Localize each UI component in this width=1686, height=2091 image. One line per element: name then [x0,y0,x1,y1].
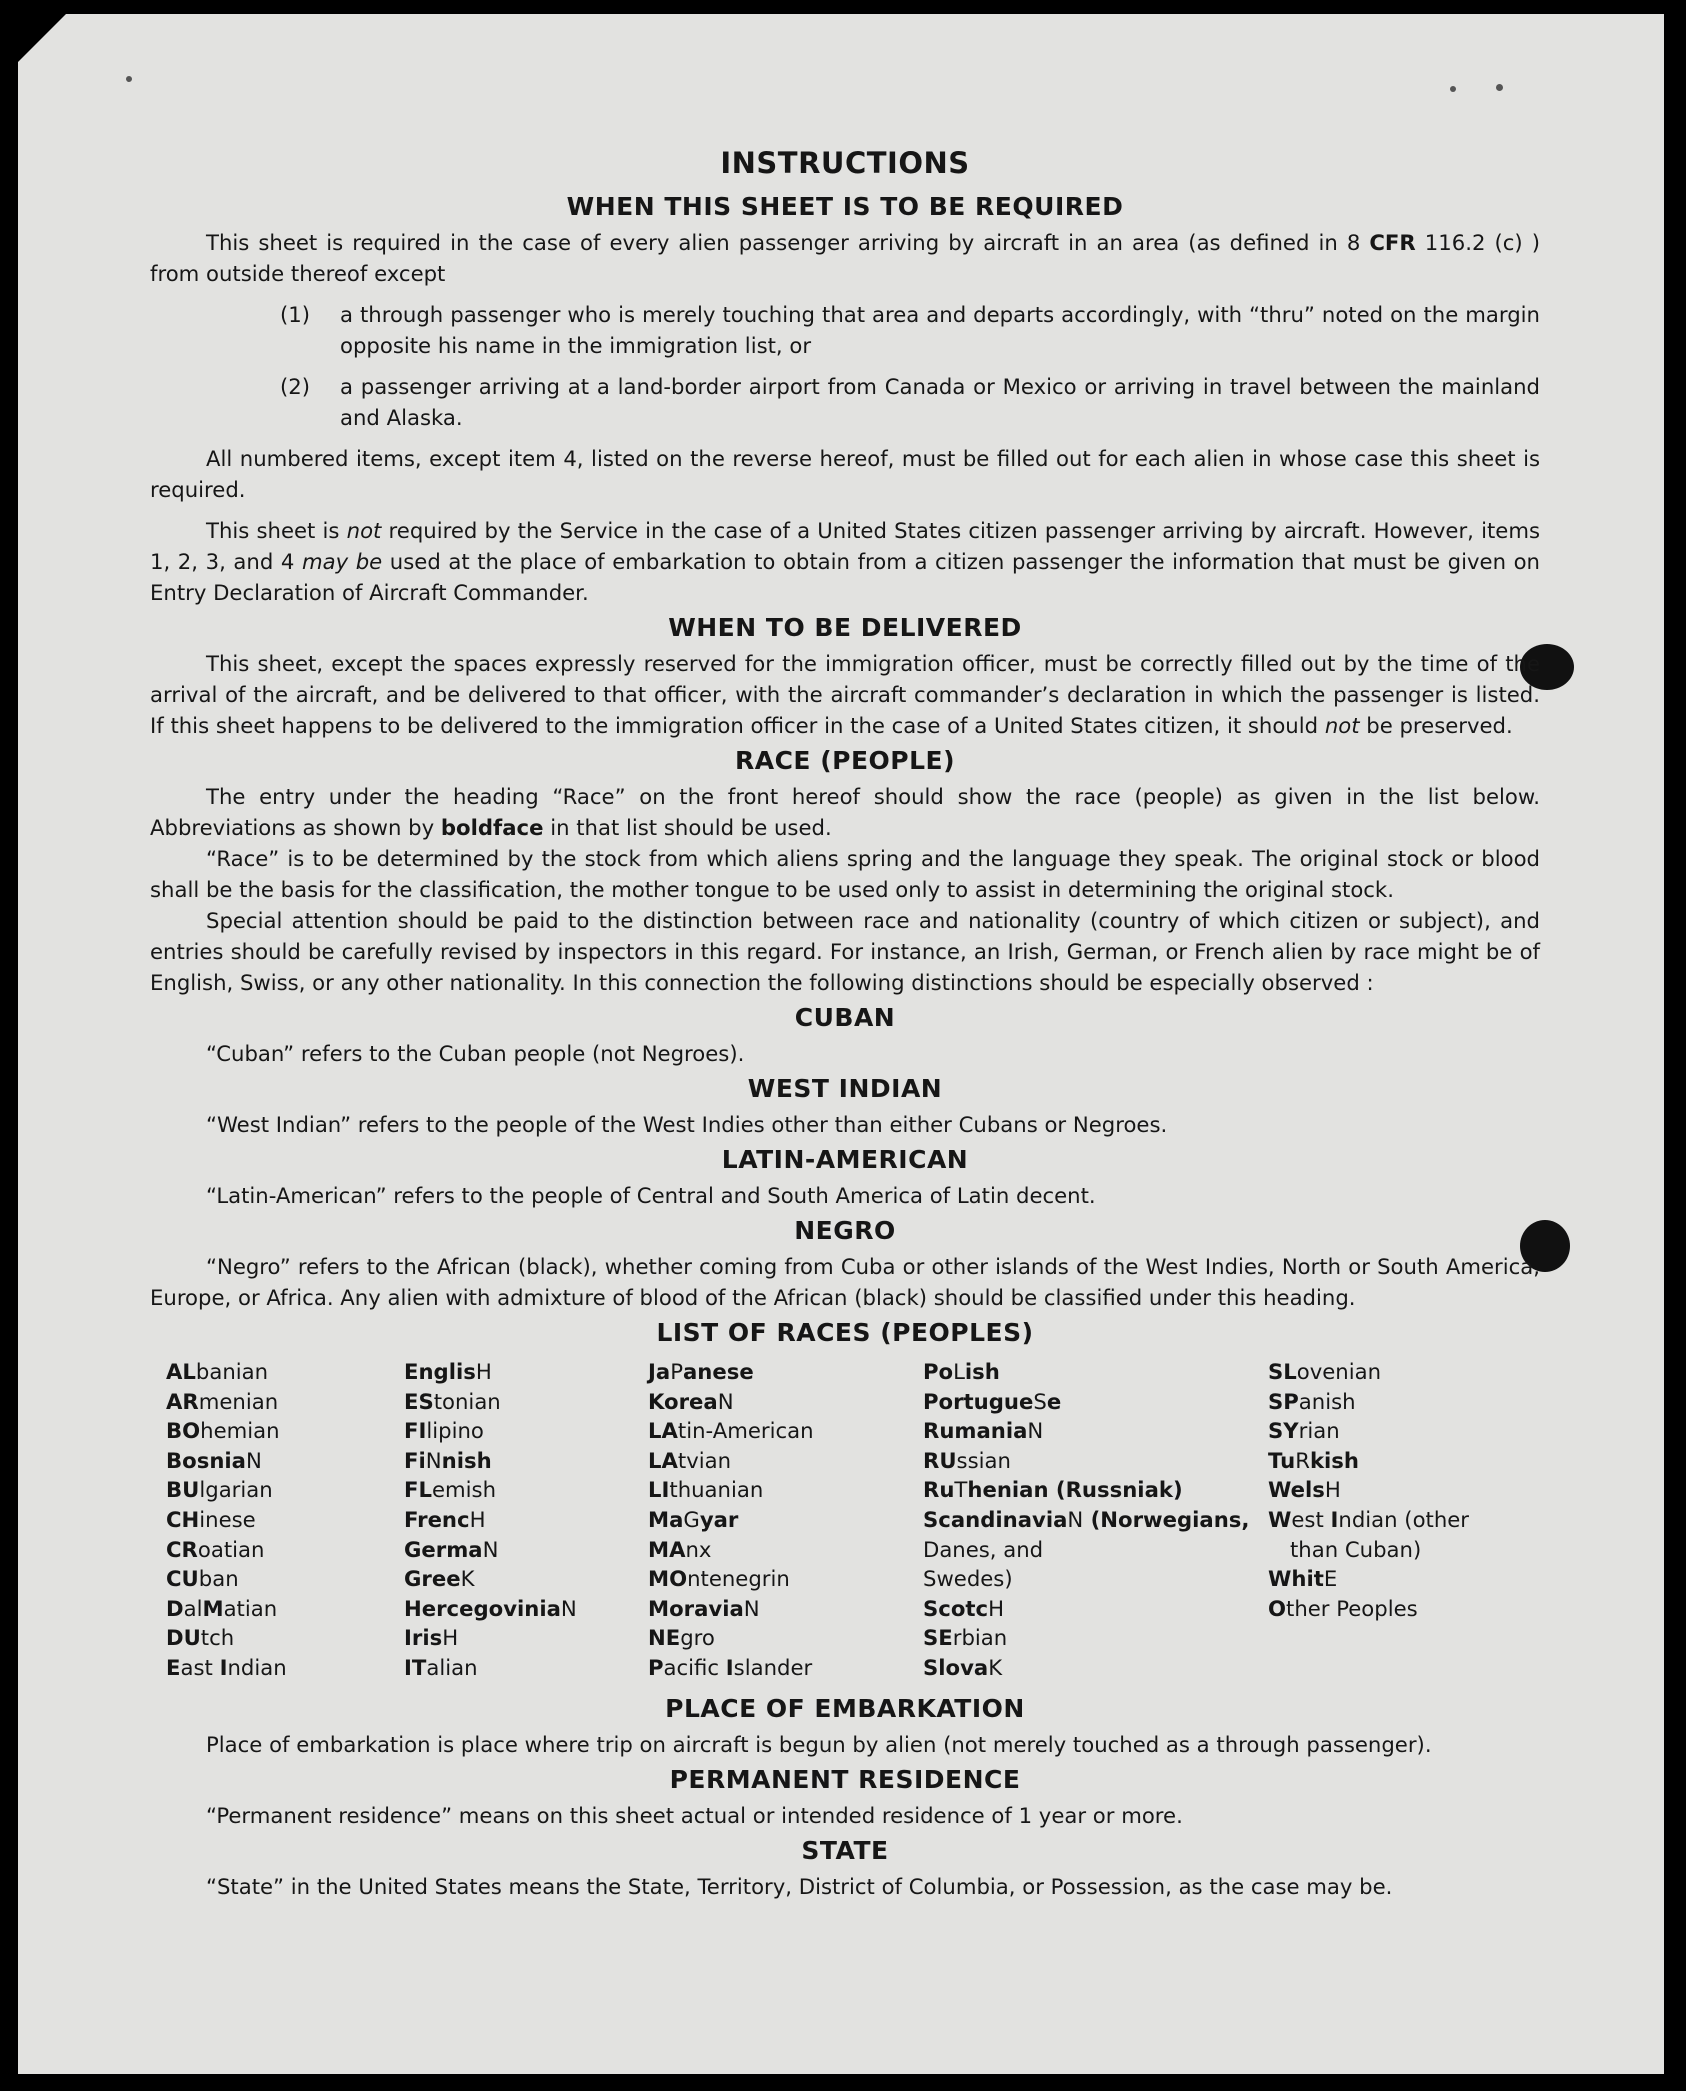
exception-item-2: (2) a passenger arriving at a land-border airport from Canada or Mexico or arriving in travel between the mainland and Alaska. [280,374,1540,430]
race-entry: FrencH [404,1506,486,1532]
latin-american-text: “Latin-American” refers to the people of Central and South America of Latin decent. [206,1183,1096,1208]
race-entry: FLemish [404,1477,497,1503]
negro-text: “Negro” refers to the African (black), whether coming from Cuba or other islands of the West Indies, North or South America, Europe, or Africa. Any alien with admixture of blood of the African (black) should be classified under this heading. [150,1254,1540,1310]
heading-latin-american: LATIN-AMERICAN [721,1145,969,1174]
race-column [404,1357,648,1683]
race-column [1268,1357,1538,1683]
race-entry: DalMatian [166,1595,278,1621]
race-entry: East Indian [166,1654,287,1680]
heading-when-required: WHEN THIS SHEET IS TO BE REQUIRED [566,192,1124,221]
race-entry: MAnx [648,1536,712,1562]
race-column [648,1357,923,1683]
race-entry: than Cuban) [1290,1536,1422,1562]
heading-west-indian: WEST INDIAN [747,1074,943,1103]
race-entry: SPanish [1268,1388,1356,1414]
citizen-paragraph: This sheet is not required by the Service in the case of a United States citizen passenger arriving by aircraft. However, items 1, 2, 3, and 4 may be used at the place of embarkation to obtain from a citizen passenger the information that must be given on Entry Declaration of Aircraft Commander. [150,518,1540,605]
race-entry: Danes, and [923,1536,1044,1562]
race-entry: SlovaK [923,1654,1003,1680]
exception-item-1: (1) a through passenger who is merely touching that area and departs accordingly, with “thru” noted on the margin opposite his name in the immigration list, or [280,302,1540,358]
heading-when-delivered: WHEN TO BE DELIVERED [668,613,1022,642]
race-entry: PortugueSe [923,1388,1062,1414]
race-entry: LIthuanian [648,1477,764,1503]
race-entry: CUban [166,1566,239,1592]
race-entry: Swedes) [923,1566,1013,1592]
residence-text: “Permanent residence” means on this sheet actual or intended residence of 1 year or more. [206,1802,1183,1828]
race-entry: ARmenian [166,1388,279,1414]
race-entry: LAtin-American [648,1418,814,1444]
race-entry: BUlgarian [166,1477,273,1503]
race-entry: DUtch [166,1625,235,1651]
race-paragraph-1: The entry under the heading “Race” on the front hereof should show the race (people) as given in the list below. Abbreviations as shown by boldface in that list should be used. [150,784,1540,840]
heading-permanent-residence: PERMANENT RESIDENCE [669,1764,1021,1794]
race-paragraph-3: Special attention should be paid to the distinction between race and nationality (country of which citizen or subject), and entries should be carefully revised by inspectors in this regard. For instance, an Irish, German, or French alien by race might be of English, Swiss, or any other nationality. In this connection the following distinctions should be especially observed : [150,908,1540,995]
race-entry: MoraviaN [648,1595,760,1621]
race-entry: CRoatian [166,1536,265,1562]
heading-race: RACE (PEOPLE) [734,746,956,775]
race-entry: EStonian [404,1388,501,1414]
race-entry: CHinese [166,1506,256,1532]
required-intro: This sheet is required in the case of every alien passenger arriving by aircraft in an area (as defined in 8 CFR 116.2 (c) ) from outside thereof except [150,230,1540,286]
race-entry: FiNnish [404,1447,492,1473]
race-entry: IrisH [404,1625,459,1651]
numbered-items-paragraph: All numbered items, except item 4, listed on the reverse hereof, must be filled out for each alien in whose case this sheet is required. [150,446,1540,502]
race-entry: NEgro [648,1625,715,1651]
heading-embarkation: PLACE OF EMBARKATION [665,1693,1025,1723]
west-indian-text: “West Indian” refers to the people of the West Indies other than either Cubans or Negroes. [206,1112,1168,1137]
paper-speck [1496,84,1503,91]
race-entry: HercegoviniaN [404,1595,577,1621]
cuban-text: “Cuban” refers to the Cuban people (not Negroes). [206,1041,745,1066]
instructions-content [150,143,1540,1902]
race-entry: ScotcH [923,1595,1005,1621]
race-entry: RumaniaN [923,1418,1044,1444]
race-column [923,1357,1268,1683]
race-entry: Pacific Islander [648,1654,813,1680]
race-entry: PoLish [923,1359,1000,1384]
race-list [166,1357,1540,1683]
race-entry: GermaN [404,1536,499,1562]
page-title: INSTRUCTIONS [720,146,970,180]
race-entry: West Indian (other [1268,1506,1470,1532]
race-entry: SYrian [1268,1418,1340,1444]
race-entry: WelsH [1268,1477,1341,1503]
race-entry: SErbian [923,1625,1008,1651]
paper-speck [126,76,132,82]
heading-state: STATE [801,1835,889,1865]
delivered-paragraph: This sheet, except the spaces expressly reserved for the immigration officer, must be correctly filled out by the time of the arrival of the aircraft, and be delivered to that officer, with the aircraft commander’s declaration in which the passenger is listed. If this sheet happens to be delivered to the immigration officer in the case of a United States citizen, it should not be preserved. [150,651,1540,738]
race-entry: FIlipino [404,1418,484,1444]
race-entry: SLovenian [1268,1359,1382,1384]
race-entry: JaPanese [648,1359,754,1384]
race-entry: ALbanian [166,1359,269,1384]
race-entry: ITalian [404,1654,478,1680]
race-entry: ScandinaviaN (Norwegians, [923,1506,1250,1532]
race-entry: MOntenegrin [648,1566,790,1592]
paper-speck [1450,86,1456,92]
race-entry: RuThenian (Russniak) [923,1477,1183,1503]
race-column [166,1357,404,1683]
race-entry: EnglisH [404,1359,492,1384]
race-entry: TuRkish [1268,1447,1360,1473]
heading-list-of-races: LIST OF RACES (PEOPLES) [656,1318,1034,1347]
state-text: “State” in the United States means the State, Territory, District of Columbia, or Possession, as the case may be. [206,1873,1393,1899]
heading-cuban: CUBAN [794,1003,896,1032]
race-entry: GreeK [404,1566,475,1592]
race-entry: LAtvian [648,1447,732,1473]
heading-negro: NEGRO [794,1216,896,1245]
embarkation-text: Place of embarkation is place where trip on aircraft is begun by alien (not merely touched as a through passenger). [206,1731,1432,1757]
race-entry: KoreaN [648,1388,734,1414]
race-entry: BOhemian [166,1418,280,1444]
race-entry: RUssian [923,1447,1011,1473]
race-entry: WhitE [1268,1566,1338,1592]
race-entry: BosniaN [166,1447,262,1473]
race-paragraph-2: “Race” is to be determined by the stock from which aliens spring and the language they speak. The original stock or blood shall be the basis for the classification, the mother tongue to be used only to assist in determining the original stock. [150,846,1540,902]
race-entry: Other Peoples [1268,1595,1418,1621]
race-entry: MaGyar [648,1506,739,1532]
